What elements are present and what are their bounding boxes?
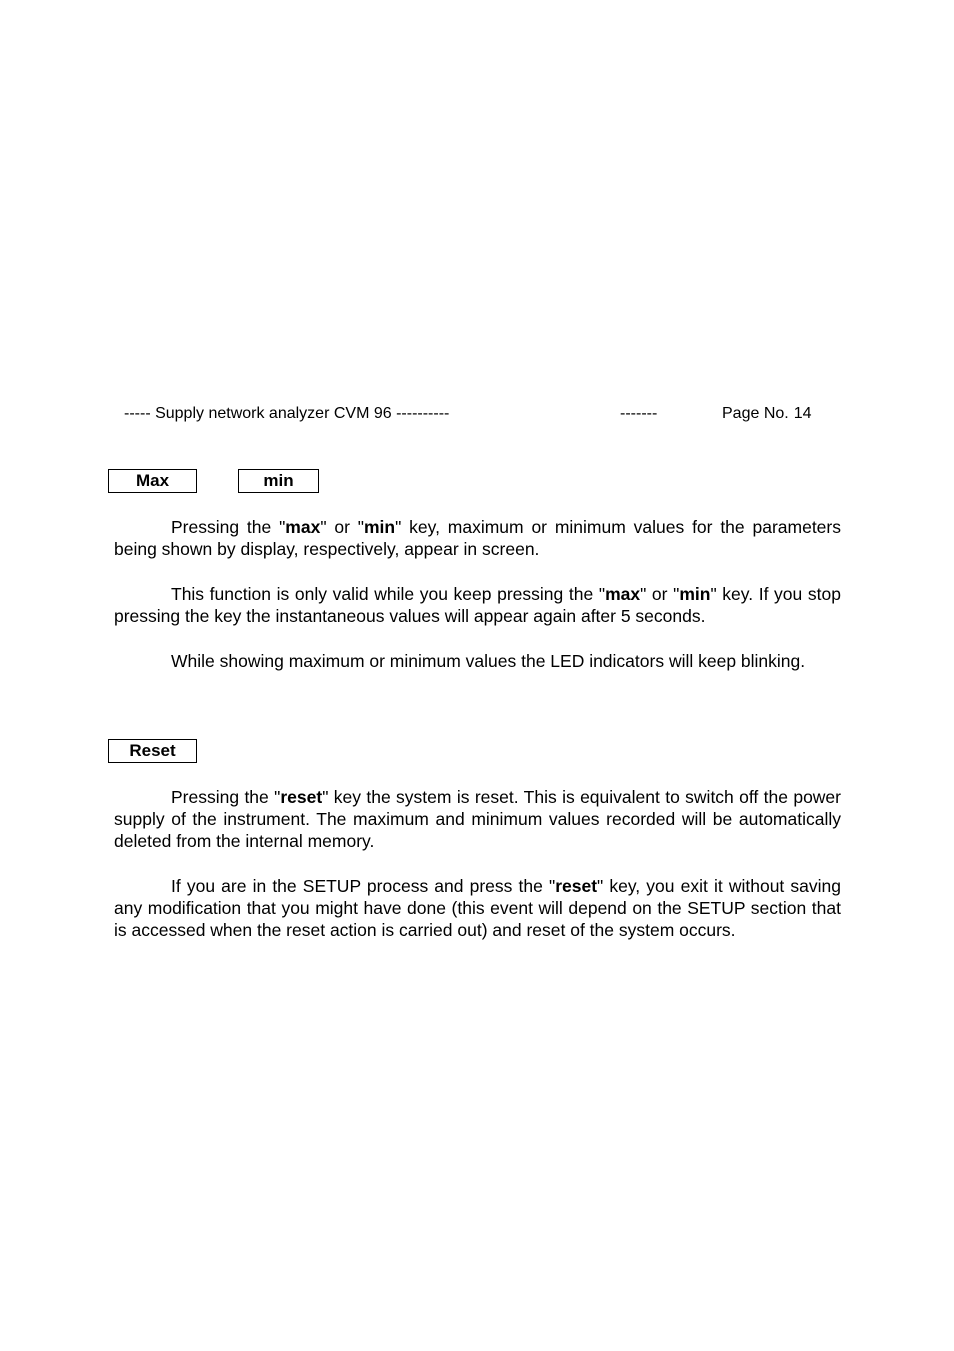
text-run: " key the system is reset. This is equivalent to switch off the power supply of the instrument. The maximum and minimum values recorded will be automatically deleted from the internal memory.: [114, 787, 841, 852]
reset-key-label: Reset: [108, 739, 197, 763]
text-run: Pressing the ": [171, 517, 286, 537]
text-run: Pressing the ": [171, 787, 281, 807]
bold-max: max: [285, 517, 321, 537]
bold-max: max: [605, 584, 641, 604]
text-run: " key. If you stop pressing the key the instantaneous values will appear again after 5 seconds.: [114, 584, 841, 627]
min-key-label: min: [238, 469, 319, 493]
bold-min: min: [679, 584, 711, 604]
bold-reset: reset: [280, 787, 323, 807]
paragraph-max-min-intro: [114, 516, 841, 560]
bold-min: min: [363, 517, 396, 537]
text-run: " key, you exit it without saving any modification that you might have done (this event will depend on the SETUP section that is accessed when the reset action is carried out) and reset of the system occurs.: [114, 876, 841, 941]
paragraph-max-min-validity: [114, 583, 841, 627]
max-key-label: Max: [108, 469, 197, 493]
text-run: " or ": [640, 584, 680, 604]
text-run: " key, maximum or minimum values for the parameters being shown by display, respectively, appear in screen.: [114, 517, 841, 560]
page-header: [0, 403, 954, 425]
paragraph-reset-setup: [114, 875, 841, 942]
paragraph-reset-intro: [114, 786, 841, 853]
paragraph-led-blinking: While showing maximum or minimum values the LED indicators will keep blinking.: [171, 651, 806, 671]
text-run: " or ": [320, 517, 364, 537]
text-run: This function is only valid while you keep pressing the ": [171, 584, 606, 604]
page-number: 14: [793, 405, 812, 422]
page-label: Page No.: [722, 405, 789, 422]
header-title: ----- Supply network analyzer CVM 96 ----------: [124, 405, 450, 422]
header-separator: -------: [620, 405, 658, 422]
text-run: If you are in the SETUP process and press the ": [171, 876, 556, 896]
bold-reset: reset: [555, 876, 598, 896]
header-page: [722, 403, 812, 425]
